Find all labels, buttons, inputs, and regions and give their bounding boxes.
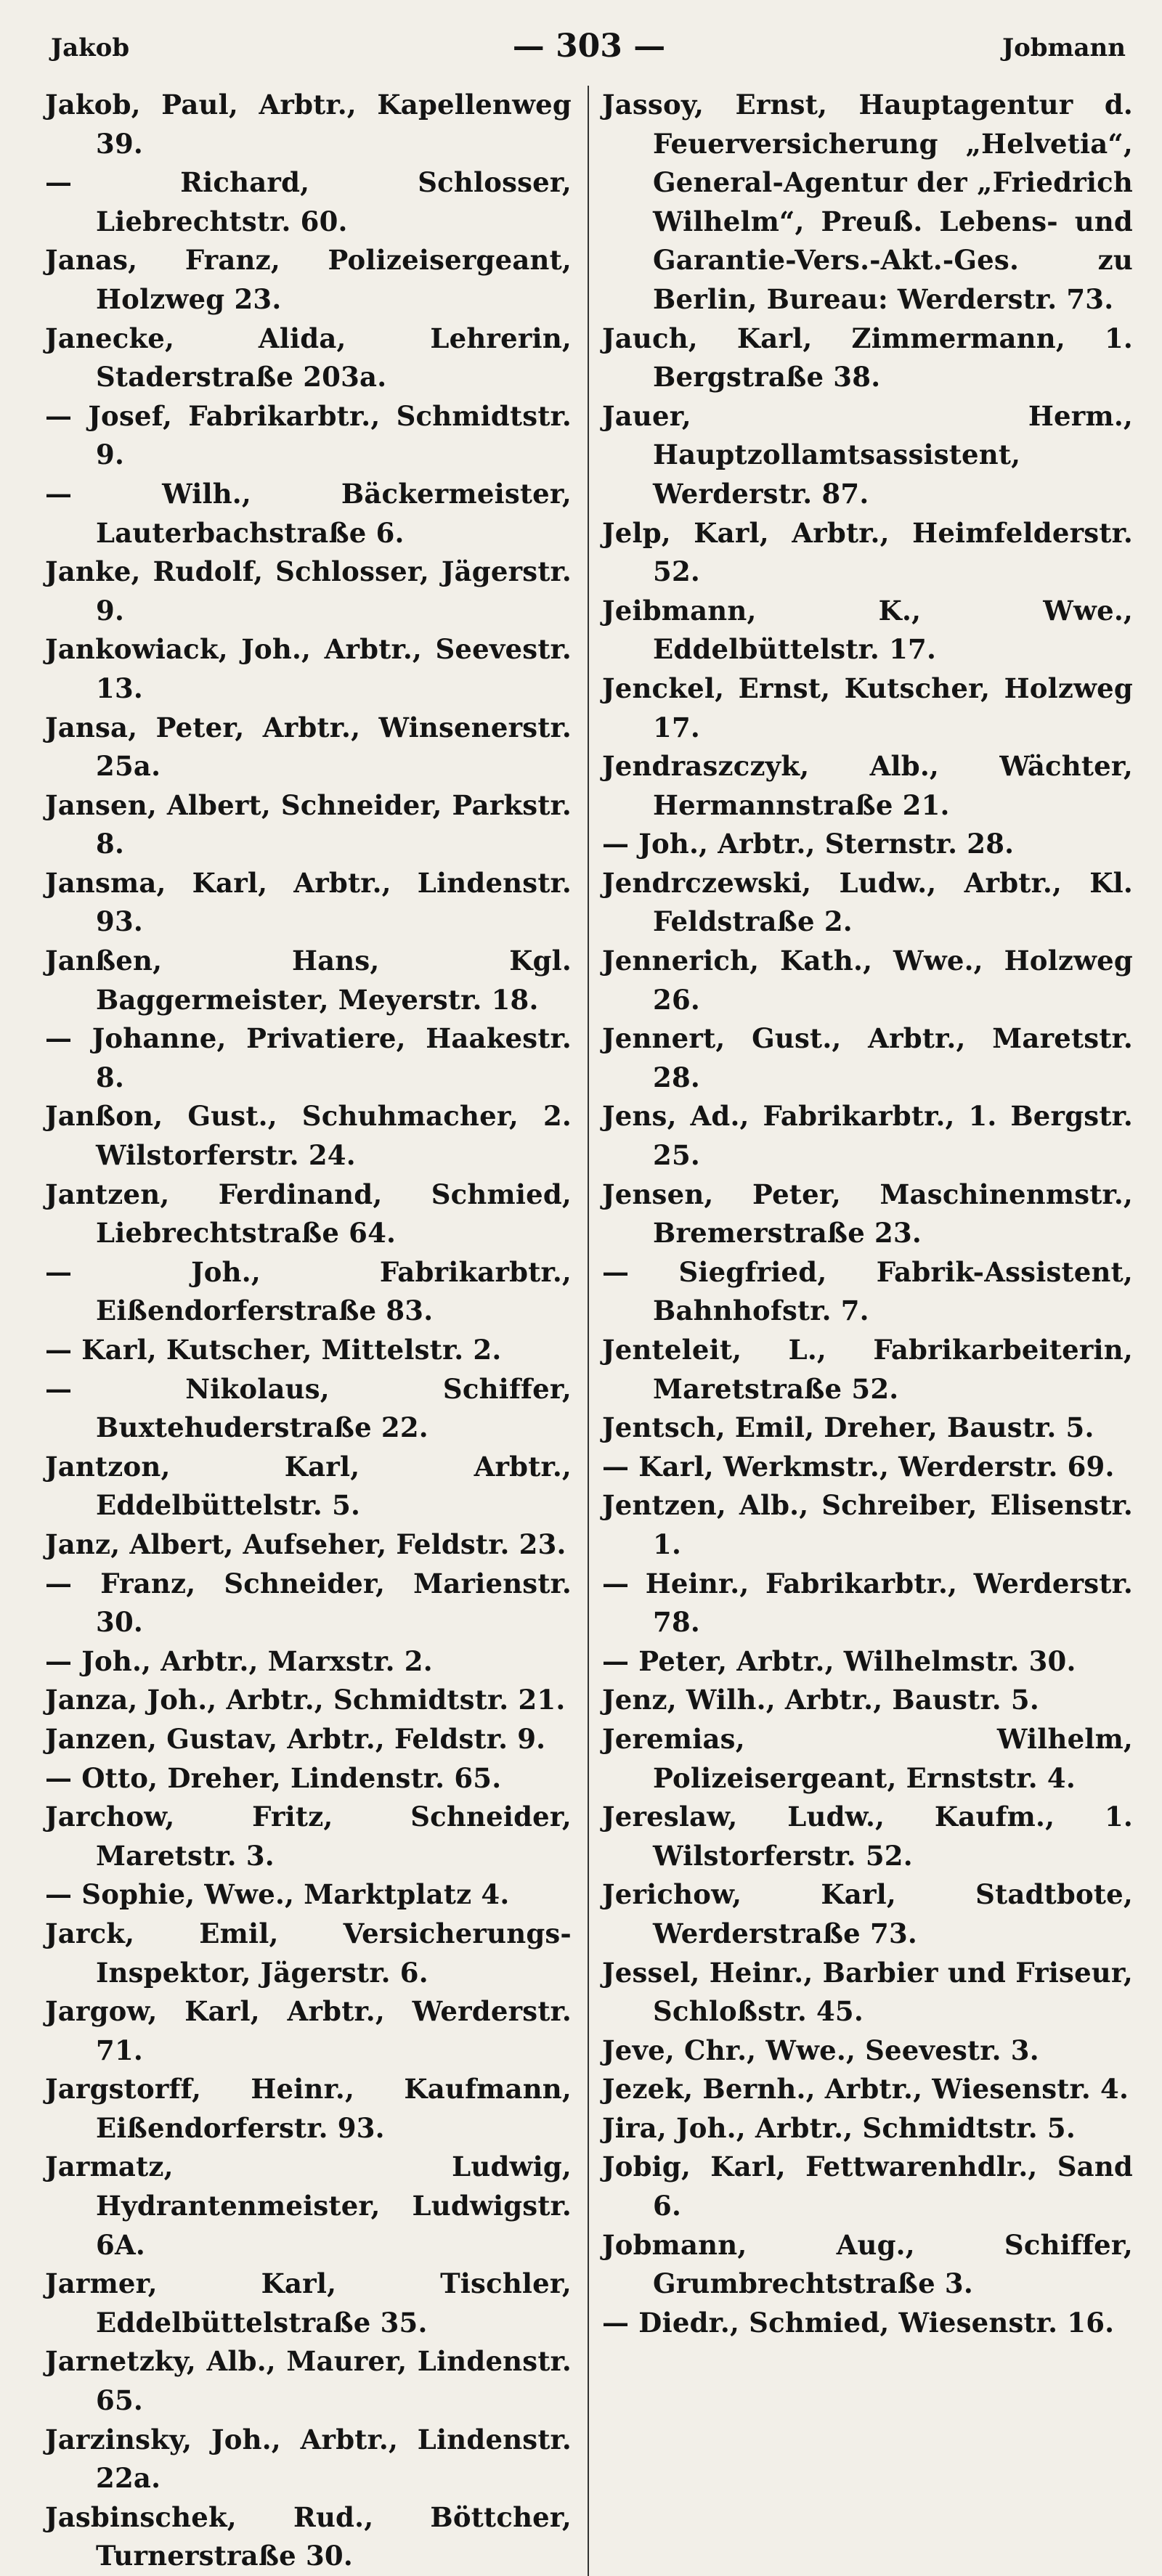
- header-first-name: Jakob: [51, 33, 130, 62]
- directory-columns: [45, 86, 1133, 2576]
- directory-entry: Janke, Rudolf, Schlosser, Jägerstr. 9.: [45, 555, 572, 627]
- directory-entry: Jassoy, Ernst, Hauptagentur d. Feuerversicherung „Helvetia“, General-Agentur der „Friedrich Wilhelm“, Preuß. Lebens- und Garantie-Vers.-Akt.-Ges. zu Berlin, Bureau: Werderstr. 73.: [602, 89, 1133, 315]
- directory-entry: Janas, Franz, Polizeisergeant, Holzweg 23.: [45, 244, 572, 315]
- directory-entry: Jenz, Wilh., Arbtr., Baustr. 5.: [602, 1684, 1039, 1716]
- directory-entry: — Joh., Fabrikarbtr., Eißendorferstraße 83.: [45, 1255, 572, 1327]
- directory-entry: — Karl, Werkmstr., Werderstr. 69.: [602, 1450, 1115, 1483]
- directory-entry: Jansma, Karl, Arbtr., Lindenstr. 93.: [45, 866, 572, 938]
- directory-entry: Janzen, Gustav, Arbtr., Feldstr. 9.: [45, 1722, 546, 1755]
- directory-entry: Jenckel, Ernst, Kutscher, Holzweg 17.: [602, 672, 1133, 743]
- directory-entry: Janza, Joh., Arbtr., Schmidtstr. 21.: [45, 1684, 566, 1716]
- page-header: [45, 28, 1133, 86]
- directory-entry: Jensen, Peter, Maschinenmstr., Bremerstraße 23.: [602, 1178, 1133, 1250]
- directory-entry: Jakob, Paul, Arbtr., Kapellenweg 39.: [45, 89, 572, 160]
- directory-entry: Jantzon, Karl, Arbtr., Eddelbüttelstr. 5.: [45, 1450, 572, 1522]
- directory-entry: Jarzinsky, Joh., Arbtr., Lindenstr. 22a.: [45, 2423, 572, 2495]
- directory-entry: Janz, Albert, Aufseher, Feldstr. 23.: [45, 1528, 566, 1560]
- directory-entry: Jauch, Karl, Zimmermann, 1. Bergstraße 38.: [602, 322, 1133, 394]
- directory-entry: Jauer, Herm., Hauptzollamtsassistent, Werderstr. 87.: [602, 399, 1133, 510]
- directory-entry: Jansen, Albert, Schneider, Parkstr. 8.: [45, 788, 572, 860]
- directory-entry: Jeve, Chr., Wwe., Seevestr. 3.: [602, 2034, 1039, 2066]
- directory-entry: Jerichow, Karl, Stadtbote, Werderstraße 73.: [602, 1878, 1133, 1949]
- directory-entry: — Franz, Schneider, Marienstr. 30.: [45, 1567, 572, 1639]
- directory-entry: — Nikolaus, Schiffer, Buxtehuderstraße 22.: [45, 1372, 572, 1444]
- directory-entry: Jobig, Karl, Fettwarenhdlr., Sand 6.: [602, 2151, 1133, 2222]
- directory-entry: Jereslaw, Ludw., Kaufm., 1. Wilstorferstr. 52.: [602, 1801, 1133, 1872]
- directory-entry: Jessel, Heinr., Barbier und Friseur, Schloßstr. 45.: [602, 1956, 1133, 2028]
- directory-entry: Jargow, Karl, Arbtr., Werderstr. 71.: [45, 1995, 572, 2066]
- directory-entry: Jarnetzky, Alb., Maurer, Lindenstr. 65.: [45, 2345, 572, 2417]
- directory-entry: — Joh., Arbtr., Sternstr. 28.: [602, 828, 1015, 860]
- directory-entry: Jira, Joh., Arbtr., Schmidtstr. 5.: [602, 2111, 1076, 2144]
- directory-entry: — Otto, Dreher, Lindenstr. 65.: [45, 1761, 502, 1794]
- header-last-name: Jobmann: [1002, 33, 1126, 62]
- directory-entry: Jankowiack, Joh., Arbtr., Seevestr. 13.: [45, 633, 572, 704]
- directory-entry: — Richard, Schlosser, Liebrechtstr. 60.: [45, 166, 572, 237]
- directory-entry: Jarchow, Fritz, Schneider, Maretstr. 3.: [45, 1801, 572, 1872]
- directory-entry: Jarmatz, Ludwig, Hydrantenmeister, Ludwigstr. 6A.: [45, 2151, 572, 2261]
- directory-entry: Jasbinschek, Rud., Böttcher, Turnerstraße 30.: [45, 2500, 572, 2572]
- directory-entry: Jendraszczyk, Alb., Wächter, Hermannstraße 21.: [602, 750, 1133, 821]
- directory-entry: Janßon, Gust., Schuhmacher, 2. Wilstorferstr. 24.: [45, 1100, 572, 1172]
- directory-entry: — Johanne, Privatiere, Haakestr. 8.: [45, 1022, 572, 1093]
- directory-entry: Jobmann, Aug., Schiffer, Grumbrechtstraße 3.: [602, 2228, 1133, 2300]
- directory-entry: Jeremias, Wilhelm, Polizeisergeant, Ernststr. 4.: [602, 1722, 1133, 1794]
- directory-entry: Jentzen, Alb., Schreiber, Elisenstr. 1.: [602, 1489, 1133, 1560]
- directory-entry: — Karl, Kutscher, Mittelstr. 2.: [45, 1334, 502, 1366]
- page-number: — 303 —: [512, 28, 666, 65]
- directory-entry: Jennerich, Kath., Wwe., Holzweg 26.: [602, 945, 1133, 1016]
- directory-entry: Jansa, Peter, Arbtr., Winsenerstr. 25a.: [45, 711, 572, 783]
- right-column: [589, 86, 1133, 2576]
- directory-entry: Janecke, Alida, Lehrerin, Staderstraße 203a.: [45, 322, 572, 394]
- directory-entry: Jeibmann, K., Wwe., Eddelbüttelstr. 17.: [602, 594, 1133, 666]
- directory-entry: — Joh., Arbtr., Marxstr. 2.: [45, 1644, 433, 1677]
- directory-entry: Jentsch, Emil, Dreher, Baustr. 5.: [602, 1411, 1094, 1444]
- directory-entry: — Heinr., Fabrikarbtr., Werderstr. 78.: [602, 1567, 1133, 1639]
- directory-entry: — Sophie, Wwe., Marktplatz 4.: [45, 1878, 510, 1911]
- directory-entry: Jantzen, Ferdinand, Schmied, Liebrechtstraße 64.: [45, 1178, 572, 1250]
- directory-entry: Jarmer, Karl, Tischler, Eddelbüttelstraße 35.: [45, 2267, 572, 2339]
- directory-entry: Jenteleit, L., Fabrikarbeiterin, Maretstraße 52.: [602, 1334, 1133, 1405]
- directory-entry: — Peter, Arbtr., Wilhelmstr. 30.: [602, 1644, 1076, 1677]
- directory-entry: — Siegfried, Fabrik-Assistent, Bahnhofstr. 7.: [602, 1255, 1133, 1327]
- directory-entry: Jendrczewski, Ludw., Arbtr., Kl. Feldstraße 2.: [602, 866, 1133, 938]
- directory-entry: Jennert, Gust., Arbtr., Maretstr. 28.: [602, 1022, 1133, 1093]
- directory-entry: Jelp, Karl, Arbtr., Heimfelderstr. 52.: [602, 516, 1133, 588]
- directory-entry: Janßen, Hans, Kgl. Baggermeister, Meyerstr. 18.: [45, 945, 572, 1016]
- directory-entry: Jargstorff, Heinr., Kaufmann, Eißendorferstr. 93.: [45, 2073, 572, 2144]
- directory-entry: — Josef, Fabrikarbtr., Schmidtstr. 9.: [45, 399, 572, 471]
- directory-entry: — Diedr., Schmied, Wiesenstr. 16.: [602, 2306, 1115, 2339]
- left-column: [45, 86, 589, 2576]
- directory-entry: Jezek, Bernh., Arbtr., Wiesenstr. 4.: [602, 2073, 1129, 2106]
- directory-entry: Jarck, Emil, Versicherungs-Inspektor, Jägerstr. 6.: [45, 1917, 572, 1989]
- directory-entry: — Wilh., Bäckermeister, Lauterbachstraße 6.: [45, 477, 572, 549]
- directory-entry: Jens, Ad., Fabrikarbtr., 1. Bergstr. 25.: [602, 1100, 1133, 1172]
